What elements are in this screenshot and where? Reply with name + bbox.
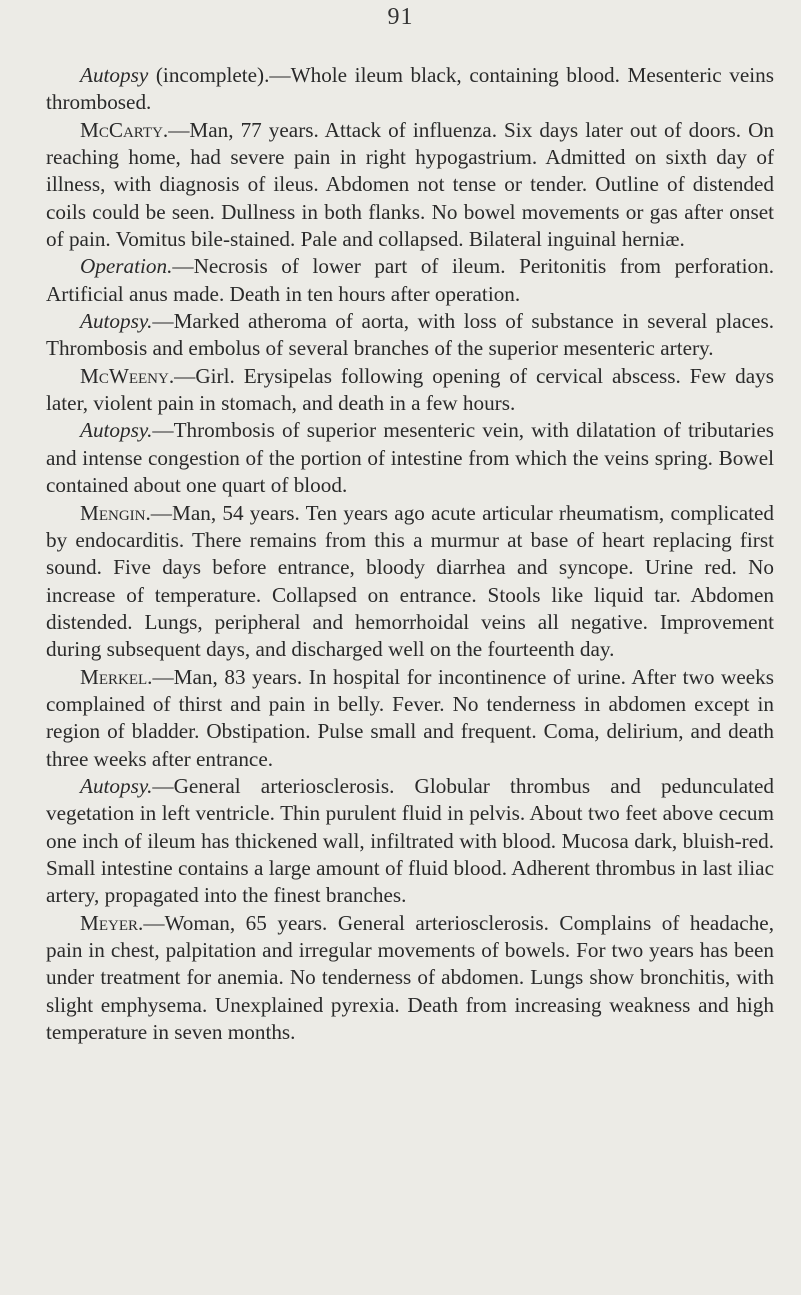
paragraph <box>46 417 774 499</box>
paragraph-lead: Operation. <box>80 254 173 279</box>
paragraph-text: —Man, 54 years. Ten years ago acute articular rheumatism, complicated by endocarditis. There remains from this a murmur at base of heart replacing first sound. Five days before entrance, bloody diarrhea and syncope. Urine red. No increase of temperature. Collapsed on entrance. Stools like liquid tar. Abdomen distended. Lungs, peripheral and hemorrhoidal veins all negative. Improvement during subsequent days, and discharged well on the fourteenth day. <box>46 500 774 662</box>
paragraph-lead: Merkel. <box>80 664 153 689</box>
paragraph <box>46 773 774 910</box>
paragraph-text: —Thrombosis of superior mesenteric vein, with dilatation of tributaries and intense congestion of the portion of intestine from which the veins spring. Bowel contained about one quart of blood. <box>46 418 774 498</box>
paragraph-text: (incomplete).—Whole ileum black, containing blood. Mesenteric veins thrombosed. <box>46 63 774 115</box>
paragraph <box>46 910 774 1047</box>
paragraph-lead: Autopsy. <box>80 418 153 443</box>
paragraph-lead: Autopsy. <box>80 773 153 798</box>
paragraph <box>46 253 774 308</box>
paragraph-lead: McWeeny. <box>80 363 175 388</box>
body-text <box>46 62 774 1046</box>
paragraph <box>46 500 774 664</box>
paragraph <box>46 664 774 773</box>
paragraph <box>46 117 774 254</box>
paragraph-lead: Autopsy <box>80 63 149 87</box>
paragraph <box>46 62 774 117</box>
paragraph-text: —General arteriosclerosis. Globular thrombus and pedunculated vegetation in left ventricle. Thin purulent fluid in pelvis. About two feet above cecum one inch of ileum has thickened wall, infiltrated with blood. Mucosa dark, bluish-red. Small intestine contains a large amount of fluid blood. Adherent thrombus in last iliac artery, propagated into the finest branches. <box>46 773 774 908</box>
paragraph-lead: McCarty. <box>80 117 169 142</box>
paragraph-text: —Girl. Erysipelas following opening of cervical abscess. Few days later, violent pain in stomach, and death in a few hours. <box>46 363 774 416</box>
page-number: 91 <box>387 4 414 30</box>
paragraph-text: —Man, 83 years. In hospital for incontinence of urine. After two weeks complained of thirst and pain in belly. Fever. No tenderness in abdomen except in region of bladder. Obstipation. Pulse small and frequent. Coma, delirium, and death three weeks after entrance. <box>46 664 774 771</box>
paragraph-text: —Man, 77 years. Attack of influenza. Six days later out of doors. On reaching home, had severe pain in right hypogastrium. Admitted on sixth day of illness, with diagnosis of ileus. Abdomen not tense or tender. Outline of distended coils could be seen. Dullness in both flanks. No bowel movements or gas after onset of pain. Vomitus bile-stained. Pale and collapsed. Bilateral inguinal herniæ. <box>46 117 774 252</box>
paragraph <box>46 363 774 418</box>
paragraph <box>46 308 774 363</box>
paragraph-text: —Marked atheroma of aorta, with loss of substance in several places. Thrombosis and embolus of several branches of the superior mesenteric artery. <box>46 309 774 361</box>
paragraph-lead: Mengin. <box>80 500 151 525</box>
paragraph-text: —Necrosis of lower part of ileum. Peritonitis from perforation. Artificial anus made. Death in ten hours after operation. <box>46 254 774 306</box>
paragraph-lead: Autopsy. <box>80 309 153 334</box>
paragraph-text: —Woman, 65 years. General arteriosclerosis. Complains of headache, pain in chest, palpitation and irregular movements of bowels. For two years has been under treatment for anemia. No tenderness of abdomen. Lungs show bronchitis, with slight emphysema. Unexplained pyrexia. Death from increasing weakness and high temperature in seven months. <box>46 910 774 1045</box>
paragraph-lead: Meyer. <box>80 910 144 935</box>
